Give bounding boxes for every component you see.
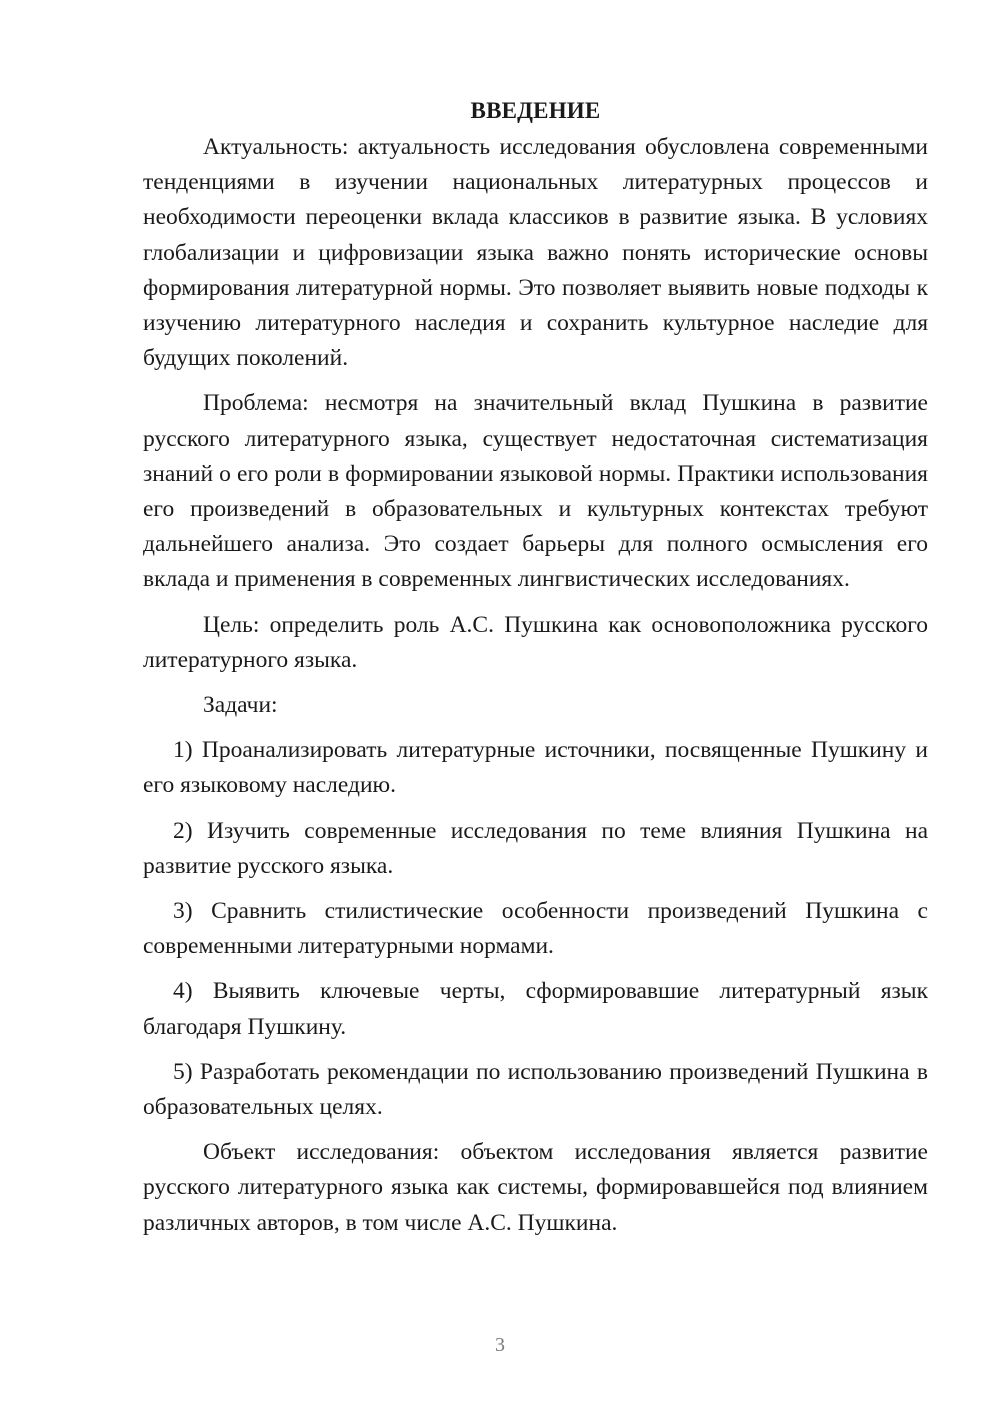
task-item-3: 3) Сравнить стилистические особенности произведений Пушкина с современными литературными нормами. (143, 898, 928, 960)
task-item-4: 4) Выявить ключевые черты, сформировавшие литературный язык благодаря Пушкину. (143, 978, 928, 1040)
object-paragraph: Объект исследования: объектом исследования является развитие русского литературного языка как системы, формировавшейся под влиянием различных авторов, в том числе А.С. Пушкина. (143, 1139, 928, 1236)
page-body (143, 96, 928, 1251)
task-item-2: 2) Изучить современные исследования по теме влияния Пушкина на развитие русского языка. (143, 817, 928, 879)
page-number: 3 (495, 1334, 505, 1356)
task-item-1: 1) Проанализировать литературные источники, посвященные Пушкину и его языковому наследию. (143, 737, 928, 799)
problem-paragraph: Проблема: несмотря на значительный вклад Пушкина в развитие русского литературного языка, существует недостаточная систематизация знаний о его роли в формировании языковой нормы. Практики использования его произведений в образовательных и культурных контекстах требуют дальнейшего анализа. Это создает барьеры для полного осмысления его вклада и применения в современных лингвистических исследованиях. (143, 390, 928, 593)
relevance-paragraph: Актуальность: актуальность исследования обусловлена современными тенденциями в изучении национальных литературных процессов и необходимости переоценки вклада классиков в развитие языка. В условиях глобализации и цифровизации языка важно понять исторические основы формирования литературной нормы. Это позволяет выявить новые подходы к изучению литературного наследия и сохранить культурное наследие для будущих поколений. (143, 134, 928, 372)
task-item-5: 5) Разработать рекомендации по использованию произведений Пушкина в образовательных целях. (143, 1058, 928, 1121)
tasks-heading: Задачи: (203, 692, 278, 719)
section-title: ВВЕДЕНИЕ (470, 98, 601, 123)
goal-paragraph: Цель: определить роль А.С. Пушкина как основоположника русского литературного языка. (143, 611, 928, 673)
